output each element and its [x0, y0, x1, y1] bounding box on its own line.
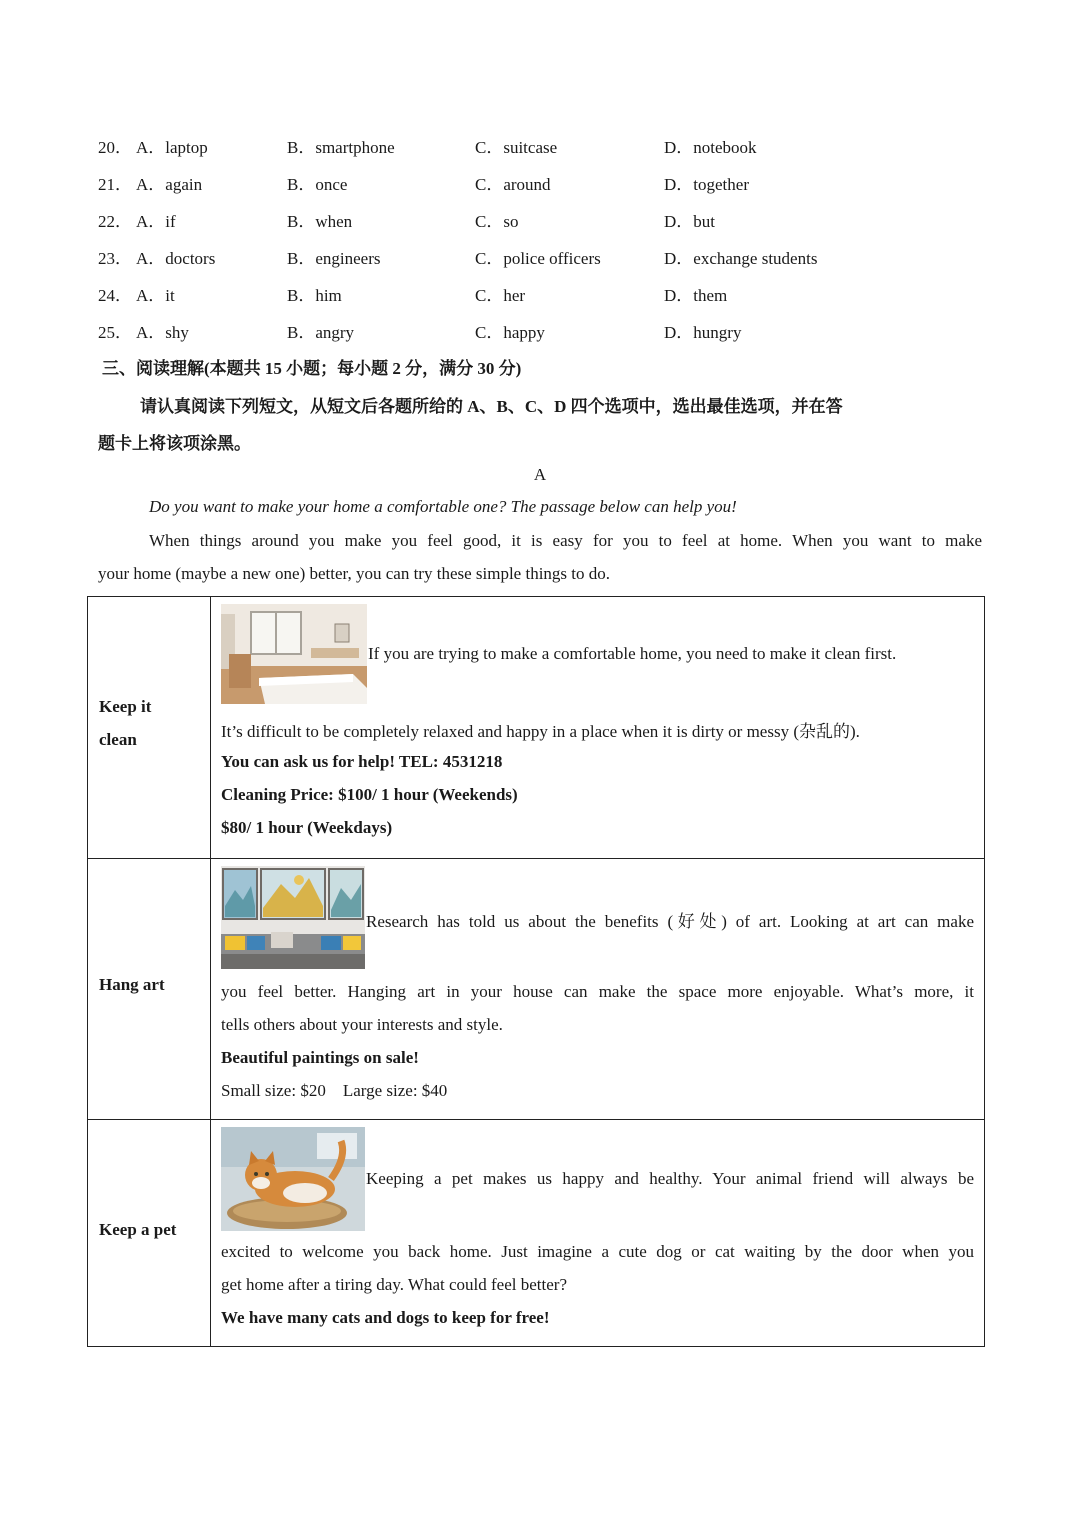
option-c: C．her	[475, 286, 526, 305]
row-label-keep-pet: Keep a pet	[99, 1220, 177, 1239]
option-b: B．him	[287, 286, 342, 305]
instruction-line-2: 题卡上将该项涂黑。	[98, 434, 251, 453]
option-d: D．notebook	[664, 138, 757, 157]
label-line: Keep it	[99, 697, 152, 716]
hang-art-text-2: you feel better. Hanging art in your house can make the space more enjoyable. What’s more, it	[221, 982, 974, 1001]
keep-clean-text-1: If you are trying to make a comfortable home, you need to make it clean first.	[368, 644, 897, 663]
option-c: C．around	[475, 175, 551, 194]
passage-label: A	[533, 465, 547, 484]
option-b: B．angry	[287, 323, 355, 342]
option-a: A．again	[136, 175, 203, 194]
free-pets-offer: We have many cats and dogs to keep for free!	[221, 1308, 550, 1327]
hang-art-text-3: tells others about your interests and style.	[221, 1015, 503, 1034]
question-number: 24．	[98, 286, 132, 305]
painting-prices: Small size: $20 Large size: $40	[221, 1081, 448, 1100]
question-number: 20．	[98, 138, 132, 157]
keep-pet-text-3: get home after a tiring day. What could feel better?	[221, 1275, 567, 1294]
option-c: C．happy	[475, 323, 545, 342]
cleaning-help-phone: You can ask us for help! TEL: 4531218	[221, 752, 503, 771]
tips-table	[87, 596, 985, 1347]
column-divider	[210, 597, 211, 1346]
row-label-hang-art: Hang art	[99, 975, 165, 994]
option-a: A．it	[136, 286, 175, 305]
option-c: C．police officers	[475, 249, 601, 268]
option-b: B．smartphone	[287, 138, 395, 157]
option-a: A．doctors	[136, 249, 216, 268]
keep-pet-text-2: excited to welcome you back home. Just imagine a cute dog or cat waiting by the door when you	[221, 1242, 974, 1261]
option-d: D．hungry	[664, 323, 742, 342]
option-d: D．together	[664, 175, 749, 194]
keep-clean-text-2: It’s difficult to be completely relaxed and happy in a place when it is dirty or messy (杂乱的).	[221, 722, 860, 741]
option-b: B．once	[287, 175, 348, 194]
bedroom-photo	[221, 604, 367, 704]
row-divider	[88, 858, 984, 859]
cleaning-price-weekdays: $80/ 1 hour (Weekdays)	[221, 818, 393, 837]
question-25	[98, 318, 998, 342]
art-paintings-photo	[221, 866, 365, 969]
question-number: 25．	[98, 323, 132, 342]
question-20	[98, 133, 998, 157]
passage-paragraph-line-1: When things around you make you feel good, it is easy for you to feel at home. When you want to make	[149, 531, 982, 550]
question-number: 21．	[98, 175, 132, 194]
question-21	[98, 170, 998, 194]
option-c: C．so	[475, 212, 519, 231]
cleaning-price-weekends: Cleaning Price: $100/ 1 hour (Weekends)	[221, 785, 518, 804]
passage-intro: Do you want to make your home a comfortable one? The passage below can help you!	[149, 497, 737, 516]
option-d: D．exchange students	[664, 249, 818, 268]
option-d: D．but	[664, 212, 715, 231]
option-a: A．laptop	[136, 138, 208, 157]
passage-paragraph-line-2: your home (maybe a new one) better, you can try these simple things to do.	[98, 564, 611, 583]
question-24	[98, 281, 998, 305]
option-a: A．shy	[136, 323, 189, 342]
question-22	[98, 207, 998, 231]
row-divider	[88, 1119, 984, 1120]
option-d: D．them	[664, 286, 728, 305]
option-c: C．suitcase	[475, 138, 558, 157]
question-23	[98, 244, 998, 268]
instruction-line-1: 请认真阅读下列短文，从短文后各题所给的 A、B、C、D 四个选项中，选出最佳选项，并在答	[140, 397, 843, 416]
cat-photo	[221, 1127, 365, 1231]
row-label-keep-clean	[99, 690, 151, 756]
label-line: clean	[99, 730, 137, 749]
paintings-on-sale: Beautiful paintings on sale!	[221, 1048, 419, 1067]
option-a: A．if	[136, 212, 176, 231]
option-b: B．engineers	[287, 249, 381, 268]
question-number: 23．	[98, 249, 132, 268]
keep-pet-text-1: Keeping a pet makes us happy and healthy. Your animal friend will always be	[366, 1169, 974, 1188]
question-number: 22．	[98, 212, 132, 231]
option-b: B．when	[287, 212, 353, 231]
hang-art-text-1: Research has told us about the benefits (好处) of art. Looking at art can make	[366, 912, 974, 931]
section-title: 三、阅读理解(本题共 15 小题；每小题 2 分，满分 30 分)	[102, 359, 522, 378]
